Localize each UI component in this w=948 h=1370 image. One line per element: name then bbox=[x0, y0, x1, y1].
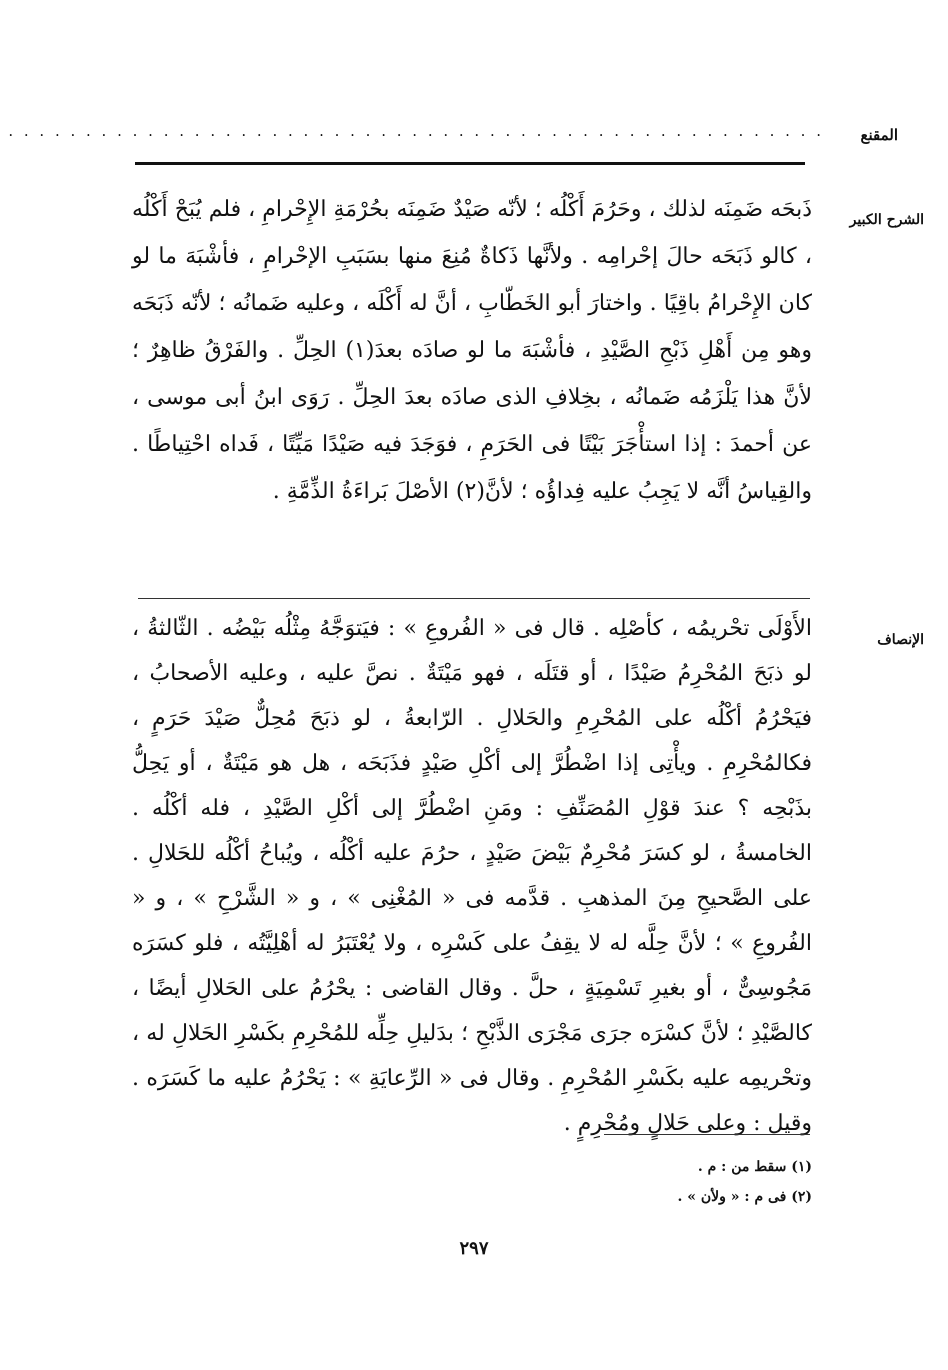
footnote-1: (١) سقط من : م . bbox=[697, 1159, 812, 1175]
section-divider bbox=[138, 598, 810, 599]
insaf-paragraph: الأَوْلَى تحْريمُه ، كأصْلِه . قال فى « الفُروعِ » : فيَتوَجَّهُ مِثْلُه بَيْضُه . الثّالثةُ ، لو ذبَحَ المُحْرِمُ صَيْدًا ، أو قتَلَه ، فهو مَيْتَةٌ . نصَّ عليه ، وعليه الأصحابُ ، فيَحْرُمُ أكْلُه على المُحْرِمِ والحَلالِ . الرّابعةُ ، لو ذبَحَ مُحِلٌّ صَيْدَ حَرَمٍ ، فكالمُحْرِمِ . ويأْتِى إذا اضْطُرَّ إلى أكْلِ صَيْدٍ فذَبَحَه ، هل هو مَيْتَةٌ ، أو يَحِلُّ بذَبْحِه ؟ عندَ قوْلِ المُصَنِّفِ : ومَنِ اضْطُرَّ إلى أكْلِ الصَّيْدِ ، فله أكْلُه . الخامسةُ ، لو كسَرَ مُحْرِمٌ بَيْضَ صَيْدٍ ، حرُمَ عليه أكْلُه ، ويُباحُ أكْلُه للحَلالِ . على الصَّحيحِ مِنَ المذهبِ . قدَّمه فى « المُغْنِى » ، و « الشَّرْحِ » ، و « الفُروعِ » ؛ لأنَّ حِلَّه له لا يقِفُ على كَسْرِه ، ولا يُعْتَبَرُ له أهْلِيَّتُه ، فلو كسَرَه مَجُوسِىٌّ ، أو بغيرِ تَسْمِيَةٍ ، حلَّ . وقال القاضى : يحْرُمُ على الحَلالِ أيضًا ، كالصَّيْدِ ؛ لأنَّ كسْرَه جرَى مَجْرَى الذَّبْحِ ؛ بدَليلِ حِلِّه للمُحْرِمِ بكَسْرِ الحَلالِ له ، وتحْريمِه عليه بكَسْرِ المُحْرِمِ . وقال فى « الرِّعايَةِ » : يَحْرُمُ عليه ما كَسَرَه . وقيل : وعلى حَلالٍ ومُحْرِمٍ . bbox=[132, 616, 812, 1136]
footnote-divider bbox=[604, 1134, 810, 1135]
footnotes bbox=[560, 1152, 812, 1212]
header-book-title: المقنع bbox=[860, 126, 898, 144]
sharh-text-block bbox=[132, 186, 812, 515]
running-header bbox=[8, 122, 920, 152]
footnote-2: (٢) فى م : « ولأن » . bbox=[677, 1189, 812, 1205]
header-rule bbox=[135, 162, 805, 165]
page-number: ٢٩٧ bbox=[459, 1238, 489, 1259]
insaf-margin-label: الإنصاف bbox=[877, 632, 924, 648]
sharh-margin-label: الشرح الكبير bbox=[849, 212, 924, 228]
insaf-text-block bbox=[132, 606, 812, 1146]
sharh-paragraph: ذَبحَه ضَمِنَه لذلك ، وحَرُمَ أَكْلُه ؛ لأنّه صَيْدٌ ضَمِنَه بحُرْمَةِ الإِحْرامِ ، فلم يُبَحْ أَكْلُه ، كالو ذَبَحَه حالَ إحْرامِه . ولأنَّها ذَكاةٌ مُنِعَ منها بسَبَبِ الإحْرامِ ، فأشْبَهَ ما لو كان الإِحْرامُ باقِيًا . واختارَ أبو الخَطّابِ ، أنَّ له أَكْلَه ، وعليه ضَمانُه ؛ لأنّه ذَبَحَه وهو مِن أَهْلِ ذَبْحِ الصَّيْدِ ، فأشْبَهَ ما لو صادَه بعدَ(١) الحِلِّ . والفَرْقُ ظاهِرٌ ؛ لأنَّ هذا يَلْزَمُه ضَمانُه ، بخِلافِ الذى صادَه بعدَ الحِلِّ . رَوَى ابنُ أبى موسى ، عن أحمدَ : إذا استأْجَرَ بَيْتًا فى الحَرَمِ ، فوَجَدَ فيه صَيْدًا مَيِّتًا ، فَداه احْتِياطًا . والقِياسُ أنَّه لا يَجِبُ عليه فِداؤُه ؛ لأنَّ(٢) الأصْلَ بَراءَةُ الذِّمَّةِ . bbox=[132, 197, 812, 504]
header-dot-leader: . . . . . . . . . . . . . . . . . . . . . . . . . . . . . . . . . . . . . . . . . . . . . . . . . . . . . bbox=[8, 122, 824, 140]
